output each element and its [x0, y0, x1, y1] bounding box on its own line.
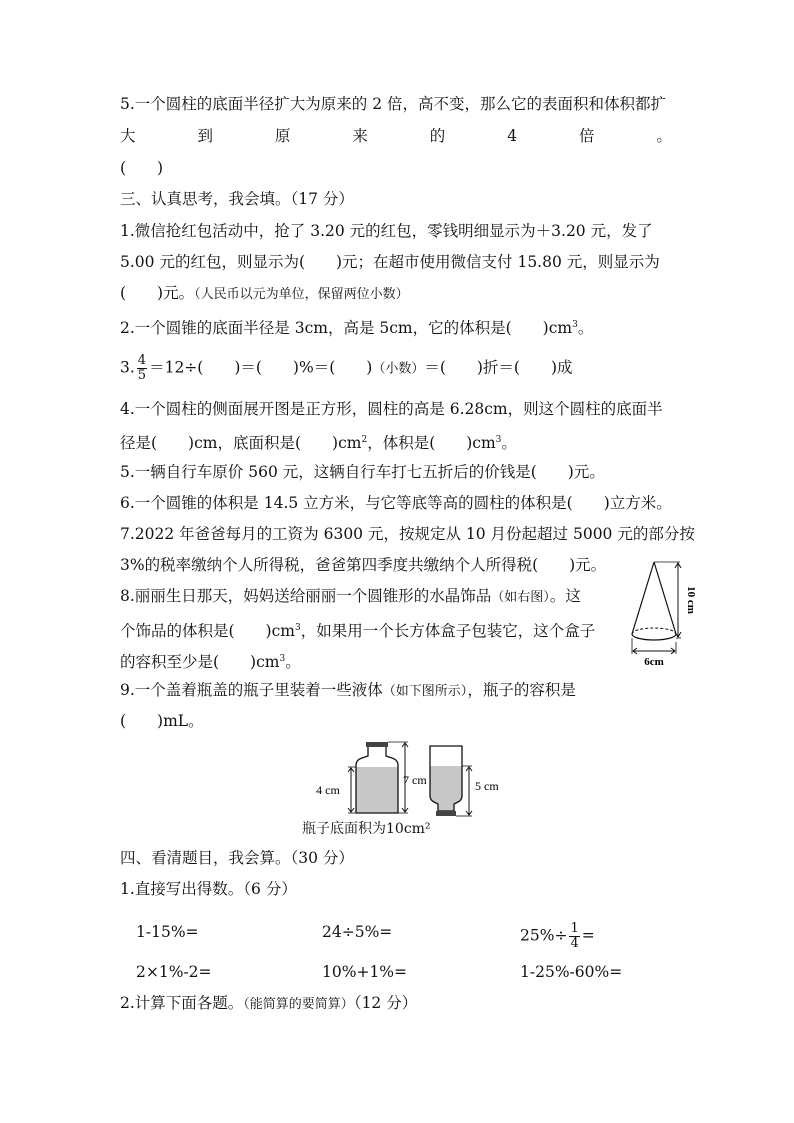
cone-base-back: [632, 628, 676, 634]
spread-char: 到: [197, 127, 213, 145]
section3-title: 三、认真思考，我会填。（17 分）: [120, 190, 354, 208]
total-height-label: 7 cm: [403, 773, 427, 787]
bottles-caption: 瓶子底面积为10cm²: [302, 821, 431, 837]
s3-q9-note: （如下图所示）: [382, 684, 468, 699]
frac-denominator: 4: [570, 936, 579, 951]
s3-q4-a: 径是( )cm，底面积是( )cm: [120, 434, 362, 453]
s3-q4-b: ，体积是( )cm: [367, 434, 496, 453]
calc-item-text: 25%÷: [520, 926, 568, 945]
spread-char: 。: [656, 127, 672, 145]
calc-item: 10%+1%=: [322, 963, 408, 981]
s4-q2-text: 2.计算下面各题。: [120, 994, 244, 1012]
s3-q2: [120, 315, 593, 338]
s3-q3-fraction: [137, 354, 147, 383]
calc-fraction: [569, 922, 579, 951]
s3-q3-part2: ＝( )折＝( )成: [424, 358, 573, 377]
s3-q8-3a: 的容积至少是( )cm: [120, 653, 280, 672]
prev-q5-line2: [120, 126, 672, 146]
spread-char: 的: [429, 127, 446, 145]
calc-item: 1-25%-60%=: [520, 963, 623, 981]
prev-q5-answer-blank: ( ): [120, 159, 164, 177]
section4-title: 四、看清题目，我会算。（30 分）: [120, 849, 354, 867]
s3-q8-2a: 个饰品的体积是( )cm: [120, 622, 295, 641]
cone-height-label: 10 cm: [685, 586, 697, 614]
s3-q1-blank: ( )元。: [120, 284, 195, 302]
s3-q8-note: （如右图）: [491, 590, 550, 605]
s3-q8-sup1: 3: [294, 623, 301, 633]
frac-numerator: 4: [137, 353, 147, 368]
calc-equals: =: [581, 926, 595, 945]
s3-q3-note: （小数）: [372, 361, 425, 377]
s3-q5: 5.一辆自行车原价 560 元，这辆自行车打七五折后的价钱是( )元。: [120, 463, 605, 481]
spread-char: 4: [507, 127, 518, 145]
left-bottle-liquid: [356, 767, 398, 813]
calc-item: 1-15%=: [136, 923, 199, 941]
s3-q1-line1: 1.微信抢红包活动中，抢了 3.20 元的红包，零钱明细显示为＋3.20 元，发了: [120, 222, 653, 240]
s3-q1-line3: [120, 283, 409, 305]
s3-q8-c: 。这: [549, 587, 581, 605]
s3-q8-line2: [120, 618, 595, 641]
s3-q3: [120, 354, 573, 383]
s3-q7-line2: 3%的税率缴纳个人所得税，爸爸第四季度共缴纳个人所得税( )元。: [120, 556, 607, 574]
right-bottle-cap: [436, 811, 456, 816]
spread-char: 来: [352, 127, 368, 145]
cone-left-edge: [632, 562, 654, 634]
calc-item: 24÷5%=: [322, 923, 393, 941]
spread-char: 倍: [578, 127, 595, 145]
s3-q8-3b: 。: [285, 653, 301, 672]
frac-denominator: 5: [137, 368, 147, 383]
s3-q4-sup1: 2: [361, 435, 368, 445]
s4-q2-points: （12 分）: [353, 994, 418, 1012]
s3-q2-text: 2.一个圆锥的底面半径是 3cm，高是 5cm，它的体积是( )cm: [120, 319, 573, 338]
calc-item: 2×1%-2=: [136, 963, 212, 981]
s3-q8-sup2: 3: [279, 654, 286, 664]
s3-q4-sup2: 3: [495, 435, 502, 445]
left-bottle-cap: [366, 742, 388, 747]
s3-q9-line1: [120, 680, 576, 702]
s3-q8-line3: [120, 649, 301, 672]
s3-q2-end: 。: [577, 319, 594, 338]
prev-q5-line1: 5.一个圆柱的底面半径扩大为原来的 2 倍，高不变，那么它的表面积和体积都扩: [120, 95, 667, 113]
cone-right-edge: [654, 562, 676, 634]
s3-q9-c: ，瓶子的容积是: [467, 681, 576, 699]
s3-q6: 6.一个圆锥的体积是 14.5 立方米，与它等底等高的圆柱的体积是( )立方米。: [120, 494, 672, 512]
bottles-figure: [300, 740, 510, 820]
s3-q1-line2: 5.00 元的红包，则显示为( )元；在超市使用微信支付 15.80 元，则显示为: [120, 253, 660, 271]
right-height-label: 5 cm: [475, 779, 499, 793]
cone-base-label: 6cm: [644, 656, 664, 668]
frac-numerator: 1: [570, 921, 579, 936]
s3-q4-line1: 4.一个圆柱的侧面展开图是正方形，圆柱的高是 6.28cm，则这个圆柱的底面半: [120, 400, 663, 418]
s3-q3-part1: ＝12÷( )＝( )%＝( ): [149, 358, 373, 377]
s3-q1-note: （人民币以元为单位，保留两位小数）: [194, 287, 409, 302]
s3-q4-line2: [120, 430, 517, 453]
right-bottle-liquid-upper: [430, 766, 462, 792]
s3-q8-a: 8.丽丽生日那天，妈妈送给丽丽一个圆锥形的水晶饰品: [120, 587, 492, 605]
cone-figure: [624, 556, 697, 668]
s3-q9-line2: ( )mL。: [120, 712, 204, 730]
s3-q2-sup: 3: [572, 320, 578, 330]
s4-q2-title: [120, 993, 417, 1015]
calc-item-with-fraction: [520, 922, 595, 951]
s3-q4-c: 。: [501, 434, 517, 453]
s3-q8-2b: ，如果用一个长方体盒子包装它，这个盒子: [300, 622, 596, 641]
left-height-label: 4 cm: [316, 783, 340, 797]
s4-q2-note: （能简算的要简算）: [243, 997, 354, 1012]
s3-q9-a: 9.一个盖着瓶盖的瓶子里装着一些液体: [120, 681, 383, 699]
spread-char: 大: [120, 127, 136, 145]
s4-q1-title: 1.直接写出得数。（6 分）: [120, 880, 297, 898]
s3-q7-line1: 7.2022 年爸爸每月的工资为 6300 元，按规定从 10 月份起超过 5000 元的部分按: [120, 525, 695, 543]
s3-q8-line1: [120, 586, 581, 608]
cone-base-front: [632, 634, 676, 640]
s3-q3-prefix: 3.: [120, 358, 135, 377]
spread-char: 原: [274, 127, 291, 145]
